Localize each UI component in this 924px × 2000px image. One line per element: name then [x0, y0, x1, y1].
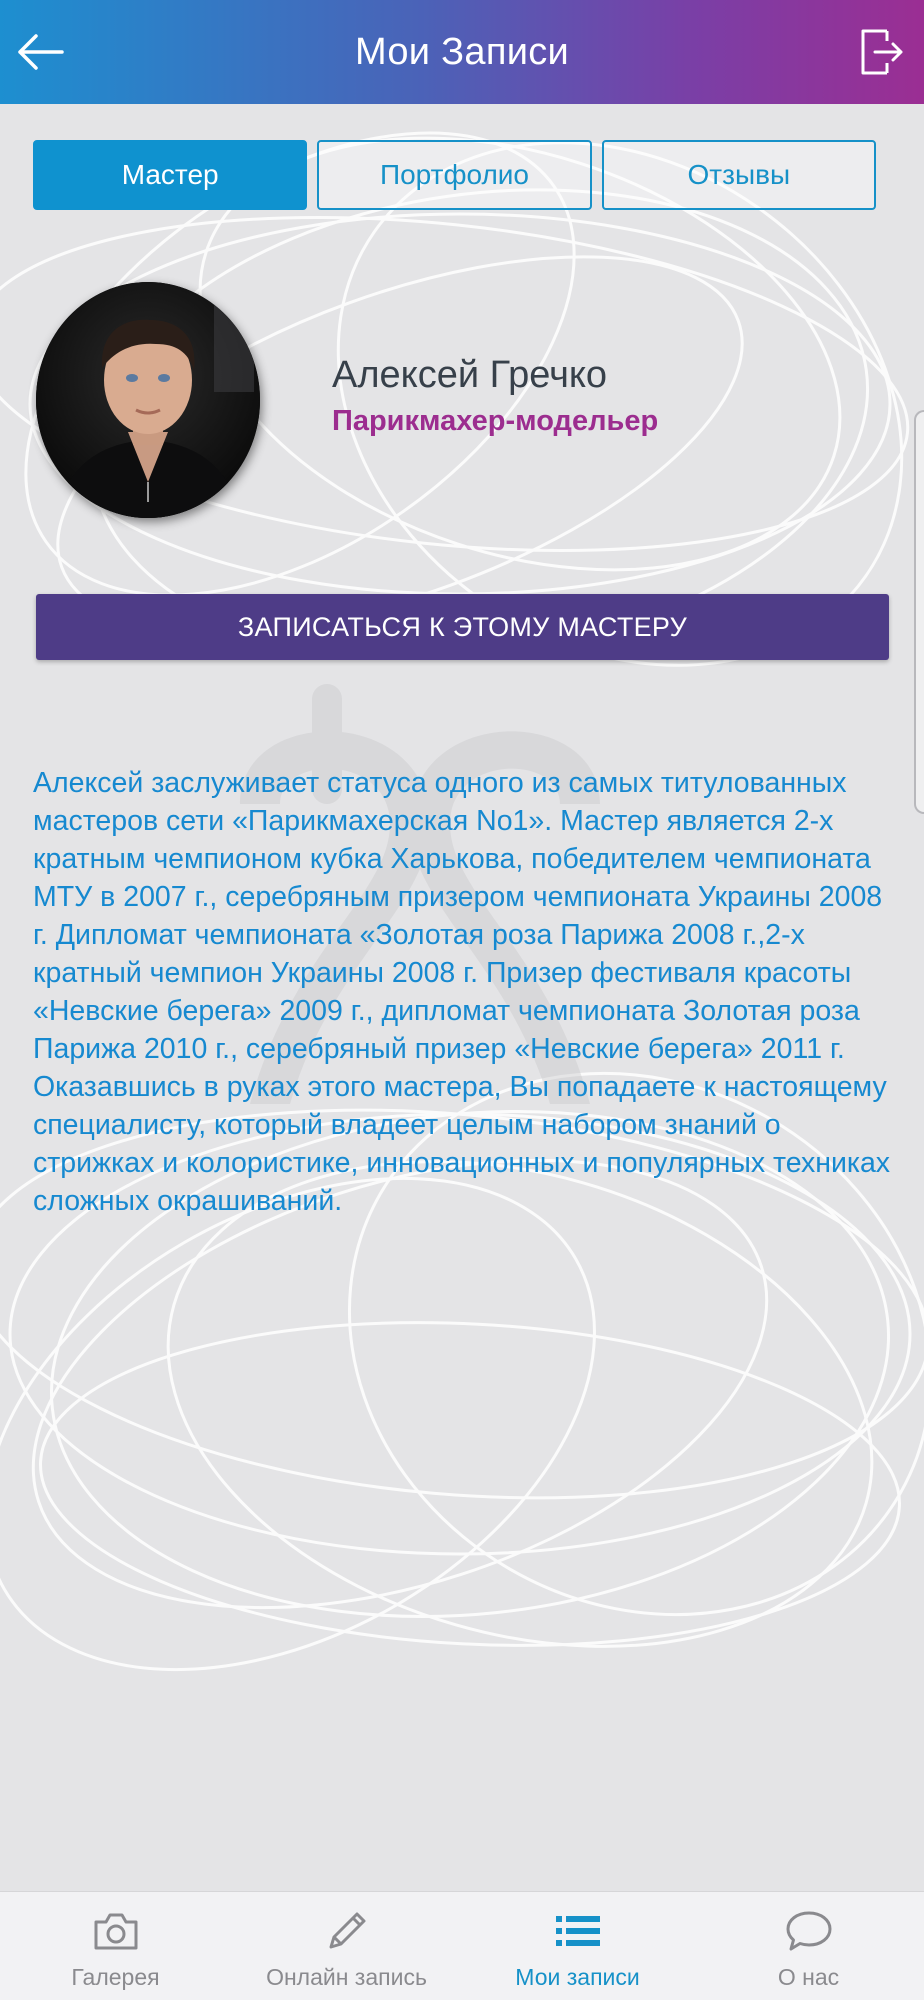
tab-reviews[interactable]: Отзывы — [602, 140, 876, 210]
nav-my-bookings[interactable] — [462, 1892, 693, 2000]
camera-icon — [88, 1906, 144, 1956]
nav-my-bookings-label: Мои записи — [515, 1964, 640, 1990]
master-name: Алексей Гречко — [332, 354, 608, 396]
list-icon — [550, 1906, 606, 1956]
chat-bubble-icon — [781, 1906, 837, 1956]
nav-about-label: О нас — [777, 1964, 840, 1990]
edge-panel-handle[interactable] — [914, 410, 924, 814]
pencil-icon — [319, 1906, 375, 1956]
exit-button[interactable] — [854, 24, 910, 80]
nav-online-booking-label: Онлайн запись — [266, 1964, 427, 1990]
bottom-navigation — [0, 1891, 924, 2000]
exit-door-icon — [859, 27, 905, 77]
master-role: Парикмахер-модельер — [332, 405, 659, 437]
nav-gallery[interactable] — [0, 1892, 231, 2000]
nav-online-booking[interactable] — [231, 1892, 462, 2000]
tab-master[interactable]: Мастер — [33, 140, 307, 210]
book-master-button[interactable]: ЗАПИСАТЬСЯ К ЭТОМУ МАСТЕРУ — [36, 594, 889, 660]
nav-about[interactable] — [693, 1892, 924, 2000]
page-title: Мои Записи — [354, 31, 570, 73]
tab-portfolio[interactable]: Портфолио — [317, 140, 591, 210]
master-bio: Алексей заслуживает статуса одного из самых титулованных мастеров сети «Парикмахерская No1». Мастер является 2-х кратным чемпионом кубка Харькова, победителем чемпионата МТУ в 2007 г., серебряным призером чемпионата Украины 2008 г. Диплoмат чемпионата «Золотая роза Парижа 2008 г.,2-х кратный чемпион Украины 2008 г. Призер фестиваля красоты «Невские берега» 2009 г., дипломат чемпионата Золотая роза Парижа 2010 г., серебряный призер «Невские берега» 2011 г. Оказавшись в руках этого мастера, Вы попадаете к настоящему специалисту, который владеет целым набором знаний о стрижках и колористике, инновационных и популярных техниках сложных окрашиваний. — [33, 767, 891, 1217]
app-header — [0, 0, 924, 104]
nav-gallery-label: Галерея — [71, 1964, 160, 1990]
master-avatar — [36, 282, 260, 518]
profile-tabs — [33, 140, 876, 210]
